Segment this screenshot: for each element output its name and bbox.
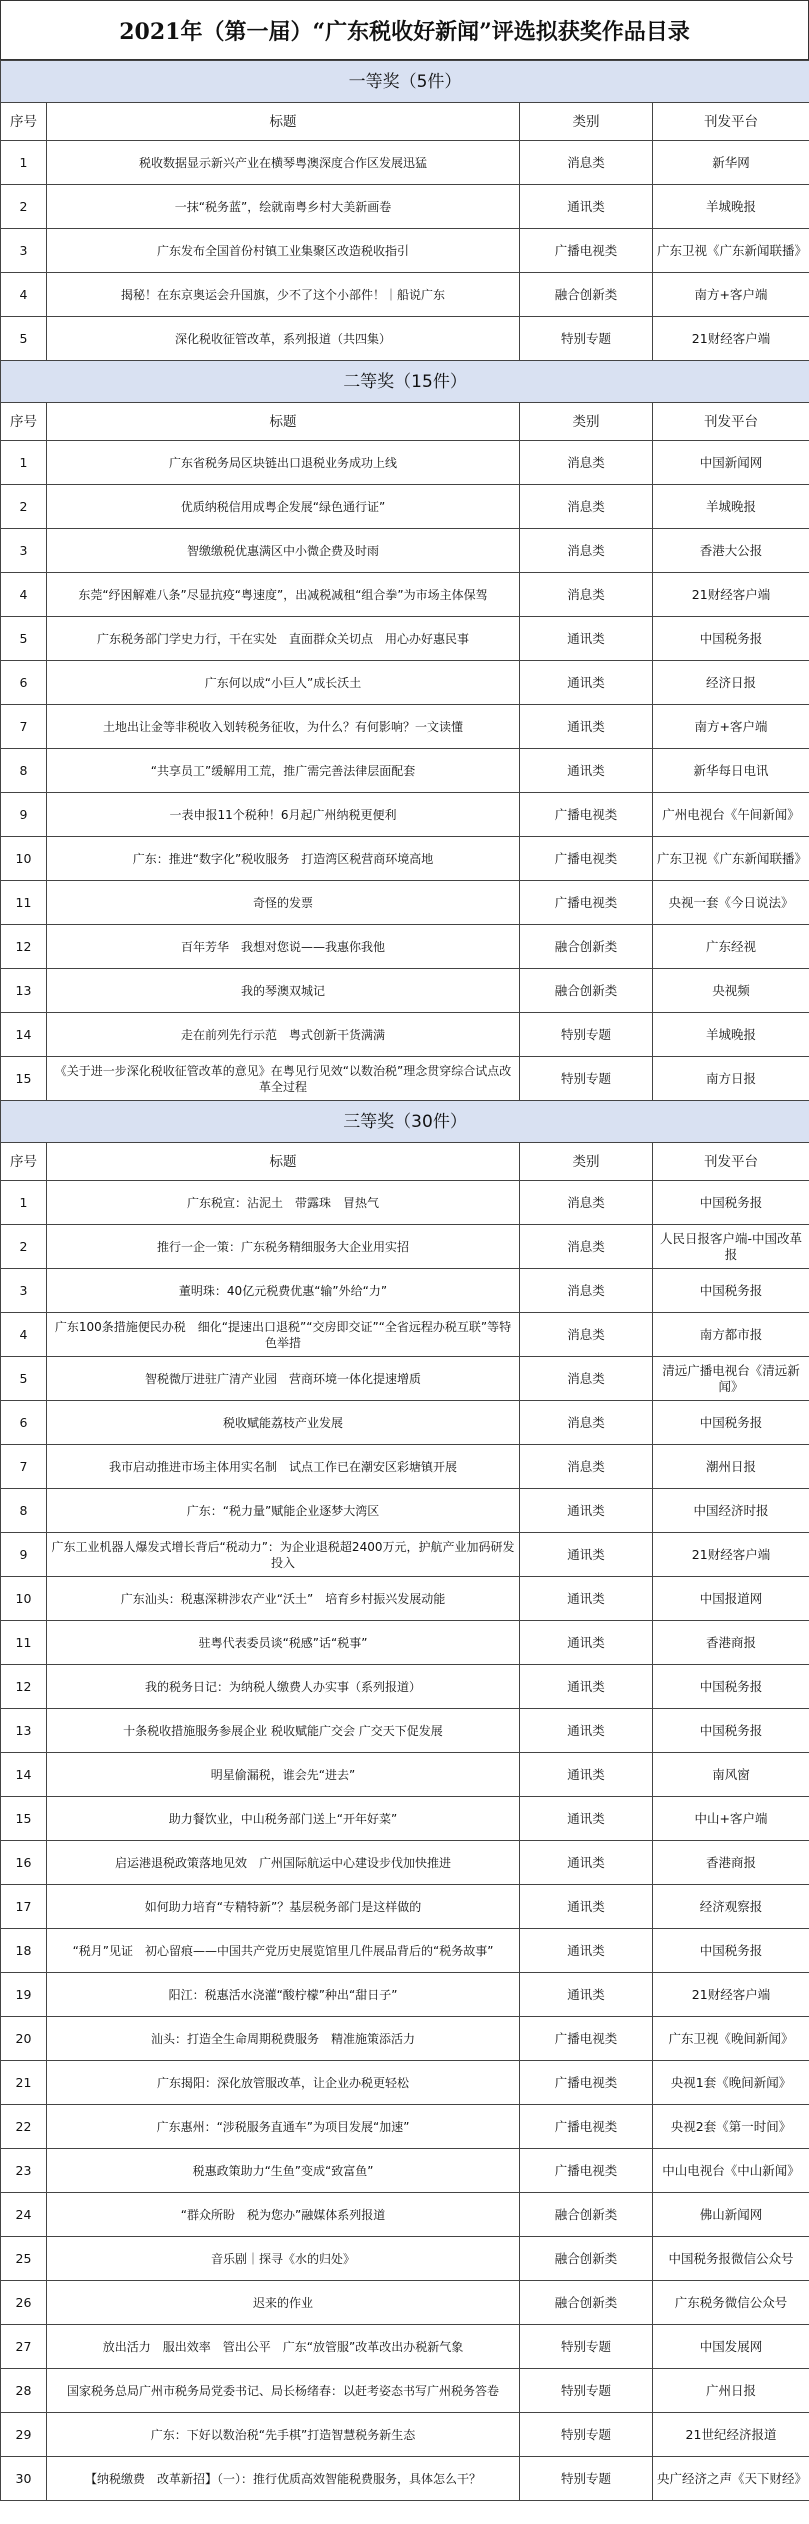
cell-title: 智税微厅进驻广清产业园 营商环境一体化提速增质 xyxy=(47,1357,520,1401)
cell-category: 消息类 xyxy=(520,441,653,485)
cell-platform: 羊城晚报 xyxy=(653,485,809,529)
cell-category: 消息类 xyxy=(520,1181,653,1225)
cell-platform: 中国经济时报 xyxy=(653,1489,809,1533)
cell-platform: 央视2套《第一时间》 xyxy=(653,2105,809,2149)
cell-platform: 经济观察报 xyxy=(653,1885,809,1929)
cell-category: 消息类 xyxy=(520,1313,653,1357)
cell-title: 明星偷漏税，谁会先“进去” xyxy=(47,1753,520,1797)
section-heading: 一等奖（5件） xyxy=(1,61,809,103)
table-row xyxy=(1,2281,809,2325)
cell-platform: 香港商报 xyxy=(653,1841,809,1885)
table-row xyxy=(1,1753,809,1797)
cell-category: 广播电视类 xyxy=(520,2149,653,2193)
cell-title: 广东100条措施便民办税 细化“提速出口退税”“交房即交证”“全省远程办税互联”等特色举措 xyxy=(47,1313,520,1357)
cell-platform: 21财经客户端 xyxy=(653,573,809,617)
cell-category: 消息类 xyxy=(520,1445,653,1489)
section-heading: 二等奖（15件） xyxy=(1,361,809,403)
cell-title: “税月”见证 初心留痕——中国共产党历史展览馆里几件展品背后的“税务故事” xyxy=(47,1929,520,1973)
cell-platform: 广东卫视《晚间新闻》 xyxy=(653,2017,809,2061)
cell-num: 4 xyxy=(1,273,47,317)
cell-category: 广播电视类 xyxy=(520,2061,653,2105)
table-row xyxy=(1,1489,809,1533)
cell-category: 通讯类 xyxy=(520,1709,653,1753)
cell-category: 通讯类 xyxy=(520,1885,653,1929)
cell-category: 通讯类 xyxy=(520,1973,653,2017)
cell-num: 3 xyxy=(1,529,47,573)
cell-category: 消息类 xyxy=(520,485,653,529)
cell-title: 税收赋能荔枝产业发展 xyxy=(47,1401,520,1445)
cell-platform: 中山电视台《中山新闻》 xyxy=(653,2149,809,2193)
table-row xyxy=(1,1225,809,1269)
column-header-row xyxy=(1,103,809,141)
cell-num: 5 xyxy=(1,617,47,661)
cell-num: 4 xyxy=(1,573,47,617)
cell-title: 我的琴澳双城记 xyxy=(47,969,520,1013)
cell-platform: 中山+客户端 xyxy=(653,1797,809,1841)
table-row xyxy=(1,1313,809,1357)
table-row xyxy=(1,1709,809,1753)
cell-category: 特别专题 xyxy=(520,2325,653,2369)
cell-platform: 央视一套《今日说法》 xyxy=(653,881,809,925)
cell-category: 融合创新类 xyxy=(520,969,653,1013)
table-row xyxy=(1,1577,809,1621)
cell-category: 广播电视类 xyxy=(520,229,653,273)
cell-category: 消息类 xyxy=(520,573,653,617)
column-header-title: 标题 xyxy=(47,103,520,141)
cell-title: 税收数据显示新兴产业在横琴粤澳深度合作区发展迅猛 xyxy=(47,141,520,185)
cell-title: 广东：下好以数治税“先手棋”打造智慧税务新生态 xyxy=(47,2413,520,2457)
cell-category: 特别专题 xyxy=(520,317,653,361)
cell-title: 广东省税务局区块链出口退税业务成功上线 xyxy=(47,441,520,485)
cell-title: 广东揭阳：深化放管服改革，让企业办税更轻松 xyxy=(47,2061,520,2105)
cell-category: 融合创新类 xyxy=(520,2237,653,2281)
cell-num: 30 xyxy=(1,2457,47,2501)
cell-platform: 央视1套《晚间新闻》 xyxy=(653,2061,809,2105)
cell-platform: 南方+客户端 xyxy=(653,273,809,317)
cell-category: 消息类 xyxy=(520,1225,653,1269)
cell-category: 消息类 xyxy=(520,141,653,185)
cell-platform: 广东卫视《广东新闻联播》 xyxy=(653,837,809,881)
cell-title: 放出活力 服出效率 管出公平 广东“放管服”改革改出办税新气象 xyxy=(47,2325,520,2369)
table-row xyxy=(1,1401,809,1445)
cell-platform: 广东卫视《广东新闻联播》 xyxy=(653,229,809,273)
table-row xyxy=(1,485,809,529)
cell-num: 6 xyxy=(1,661,47,705)
cell-num: 1 xyxy=(1,441,47,485)
cell-platform: 新华网 xyxy=(653,141,809,185)
table-row xyxy=(1,2061,809,2105)
table-row xyxy=(1,793,809,837)
cell-category: 通讯类 xyxy=(520,1929,653,1973)
cell-title: 广东税宣：沾泥土 带露珠 冒热气 xyxy=(47,1181,520,1225)
cell-category: 消息类 xyxy=(520,1401,653,1445)
cell-title: 广东：“税力量”赋能企业逐梦大湾区 xyxy=(47,1489,520,1533)
table-row xyxy=(1,529,809,573)
cell-title: 优质纳税信用成粤企发展“绿色通行证” xyxy=(47,485,520,529)
cell-platform: 中国税务报 xyxy=(653,1401,809,1445)
table-row xyxy=(1,1269,809,1313)
cell-category: 融合创新类 xyxy=(520,2193,653,2237)
cell-category: 特别专题 xyxy=(520,2413,653,2457)
cell-platform: 央广经济之声《天下财经》 xyxy=(653,2457,809,2501)
cell-platform: 南方+客户端 xyxy=(653,705,809,749)
column-header-num: 序号 xyxy=(1,403,47,441)
table-row xyxy=(1,1357,809,1401)
cell-platform: 南风窗 xyxy=(653,1753,809,1797)
cell-title: 土地出让金等非税收入划转税务征收，为什么？有何影响？一文读懂 xyxy=(47,705,520,749)
table-row xyxy=(1,1665,809,1709)
table-row xyxy=(1,1181,809,1225)
cell-title: 广东税务部门学史力行，干在实处 直面群众关切点 用心办好惠民事 xyxy=(47,617,520,661)
cell-num: 3 xyxy=(1,1269,47,1313)
cell-num: 22 xyxy=(1,2105,47,2149)
table-row xyxy=(1,1841,809,1885)
column-header-num: 序号 xyxy=(1,1143,47,1181)
cell-title: 百年芳华 我想对您说——我惠你我他 xyxy=(47,925,520,969)
cell-num: 16 xyxy=(1,1841,47,1885)
cell-platform: 新华每日电讯 xyxy=(653,749,809,793)
cell-title: 东莞“纾困解难八条”尽显抗疫“粤速度”，出减税减租“组合拳”为市场主体保驾 xyxy=(47,573,520,617)
section-header-row xyxy=(1,361,809,403)
table-row xyxy=(1,573,809,617)
section-heading: 三等奖（30件） xyxy=(1,1101,809,1143)
cell-platform: 中国税务报 xyxy=(653,1269,809,1313)
cell-title: 驻粤代表委员谈“税感”话“税事” xyxy=(47,1621,520,1665)
table-row xyxy=(1,1885,809,1929)
cell-platform: 羊城晚报 xyxy=(653,1013,809,1057)
cell-platform: 香港大公报 xyxy=(653,529,809,573)
cell-num: 5 xyxy=(1,317,47,361)
cell-title: 十条税收措施服务参展企业 税收赋能广交会 广交天下促发展 xyxy=(47,1709,520,1753)
cell-platform: 21财经客户端 xyxy=(653,317,809,361)
cell-num: 28 xyxy=(1,2369,47,2413)
cell-category: 广播电视类 xyxy=(520,2105,653,2149)
cell-platform: 经济日报 xyxy=(653,661,809,705)
cell-title: 助力餐饮业，中山税务部门送上“开年好菜” xyxy=(47,1797,520,1841)
table-row xyxy=(1,1797,809,1841)
cell-num: 11 xyxy=(1,1621,47,1665)
cell-platform: 中国税务报 xyxy=(653,1929,809,1973)
cell-num: 9 xyxy=(1,793,47,837)
cell-title: 广东何以成“小巨人”成长沃土 xyxy=(47,661,520,705)
cell-title: 广东发布全国首份村镇工业集聚区改造税收指引 xyxy=(47,229,520,273)
table-row xyxy=(1,141,809,185)
cell-category: 广播电视类 xyxy=(520,837,653,881)
cell-title: 迟来的作业 xyxy=(47,2281,520,2325)
cell-title: “群众所盼 税为您办”融媒体系列报道 xyxy=(47,2193,520,2237)
cell-category: 通讯类 xyxy=(520,1841,653,1885)
cell-num: 2 xyxy=(1,1225,47,1269)
cell-category: 消息类 xyxy=(520,1357,653,1401)
cell-num: 25 xyxy=(1,2237,47,2281)
table-row xyxy=(1,1929,809,1973)
cell-title: 智缴缴税优惠满区中小微企费及时雨 xyxy=(47,529,520,573)
section-header-row xyxy=(1,61,809,103)
cell-category: 通讯类 xyxy=(520,661,653,705)
cell-title: 董明珠：40亿元税费优惠“输”外给“力” xyxy=(47,1269,520,1313)
cell-num: 15 xyxy=(1,1797,47,1841)
table-row xyxy=(1,2149,809,2193)
cell-title: 广东惠州：“涉税服务直通车”为项目发展“加速” xyxy=(47,2105,520,2149)
column-header-row xyxy=(1,1143,809,1181)
cell-num: 1 xyxy=(1,141,47,185)
cell-num: 4 xyxy=(1,1313,47,1357)
cell-category: 广播电视类 xyxy=(520,2017,653,2061)
cell-category: 融合创新类 xyxy=(520,925,653,969)
cell-category: 特别专题 xyxy=(520,1013,653,1057)
column-header-platform: 刊发平台 xyxy=(653,1143,809,1181)
cell-title: 汕头：打造全生命周期税费服务 精准施策添活力 xyxy=(47,2017,520,2061)
cell-platform: 佛山新闻网 xyxy=(653,2193,809,2237)
cell-title: 国家税务总局广州市税务局党委书记、局长杨绪春：以赶考姿态书写广州税务答卷 xyxy=(47,2369,520,2413)
cell-num: 8 xyxy=(1,1489,47,1533)
cell-num: 17 xyxy=(1,1885,47,1929)
table-row xyxy=(1,617,809,661)
cell-num: 23 xyxy=(1,2149,47,2193)
cell-num: 18 xyxy=(1,1929,47,1973)
table-row xyxy=(1,441,809,485)
table-row xyxy=(1,661,809,705)
column-header-row xyxy=(1,403,809,441)
cell-title: 《关于进一步深化税收征管改革的意见》在粤见行见效“以数治税”理念贯穿综合试点改革全过程 xyxy=(47,1057,520,1101)
table-row xyxy=(1,1533,809,1577)
cell-num: 10 xyxy=(1,837,47,881)
cell-num: 8 xyxy=(1,749,47,793)
cell-num: 12 xyxy=(1,925,47,969)
cell-category: 融合创新类 xyxy=(520,273,653,317)
column-header-title: 标题 xyxy=(47,403,520,441)
table-row xyxy=(1,317,809,361)
cell-category: 广播电视类 xyxy=(520,793,653,837)
cell-num: 9 xyxy=(1,1533,47,1577)
cell-category: 通讯类 xyxy=(520,1753,653,1797)
cell-num: 13 xyxy=(1,1709,47,1753)
cell-title: 音乐剧｜探寻《水的归处》 xyxy=(47,2237,520,2281)
cell-platform: 南方日报 xyxy=(653,1057,809,1101)
cell-category: 特别专题 xyxy=(520,2369,653,2413)
cell-num: 2 xyxy=(1,185,47,229)
cell-num: 10 xyxy=(1,1577,47,1621)
cell-platform: 中国新闻网 xyxy=(653,441,809,485)
table-row xyxy=(1,273,809,317)
table-row xyxy=(1,185,809,229)
cell-category: 通讯类 xyxy=(520,617,653,661)
table-row xyxy=(1,2413,809,2457)
cell-title: 【纳税缴费 改革新招】（一）：推行优质高效智能税费服务，具体怎么干？ xyxy=(47,2457,520,2501)
column-header-platform: 刊发平台 xyxy=(653,103,809,141)
cell-platform: 中国税务报 xyxy=(653,1181,809,1225)
cell-category: 通讯类 xyxy=(520,749,653,793)
cell-category: 消息类 xyxy=(520,1269,653,1313)
cell-num: 5 xyxy=(1,1357,47,1401)
cell-title: 税惠政策助力“生鱼”变成“致富鱼” xyxy=(47,2149,520,2193)
cell-num: 1 xyxy=(1,1181,47,1225)
cell-title: 奇怪的发票 xyxy=(47,881,520,925)
cell-category: 通讯类 xyxy=(520,1665,653,1709)
table-row xyxy=(1,925,809,969)
cell-category: 广播电视类 xyxy=(520,881,653,925)
table-row xyxy=(1,2325,809,2369)
cell-platform: 人民日报客户端-中国改革报 xyxy=(653,1225,809,1269)
table-row xyxy=(1,2457,809,2501)
cell-platform: 21财经客户端 xyxy=(653,1973,809,2017)
cell-title: 推行一企一策：广东税务精细服务大企业用实招 xyxy=(47,1225,520,1269)
cell-title: 一抹“税务蓝”，绘就南粤乡村大美新画卷 xyxy=(47,185,520,229)
cell-category: 通讯类 xyxy=(520,1489,653,1533)
column-header-title: 标题 xyxy=(47,1143,520,1181)
table-row xyxy=(1,1057,809,1101)
cell-num: 7 xyxy=(1,705,47,749)
cell-platform: 羊城晚报 xyxy=(653,185,809,229)
cell-num: 6 xyxy=(1,1401,47,1445)
cell-platform: 广东经视 xyxy=(653,925,809,969)
table-row xyxy=(1,881,809,925)
cell-title: 广东：推进“数字化”税收服务 打造湾区税营商环境高地 xyxy=(47,837,520,881)
table-row xyxy=(1,969,809,1013)
cell-num: 24 xyxy=(1,2193,47,2237)
cell-platform: 中国税务报微信公众号 xyxy=(653,2237,809,2281)
cell-category: 通讯类 xyxy=(520,1577,653,1621)
cell-platform: 21世纪经济报道 xyxy=(653,2413,809,2457)
table-row xyxy=(1,1621,809,1665)
cell-num: 11 xyxy=(1,881,47,925)
cell-title: 启运港退税政策落地见效 广州国际航运中心建设步伐加快推进 xyxy=(47,1841,520,1885)
cell-num: 13 xyxy=(1,969,47,1013)
cell-title: 我市启动推进市场主体用实名制 试点工作已在潮安区彩塘镇开展 xyxy=(47,1445,520,1489)
column-header-category: 类别 xyxy=(520,1143,653,1181)
cell-title: 广东工业机器人爆发式增长背后“税动力”：为企业退税超2400万元，护航产业加码研发投入 xyxy=(47,1533,520,1577)
cell-platform: 中国税务报 xyxy=(653,1709,809,1753)
cell-platform: 中国税务报 xyxy=(653,617,809,661)
cell-num: 3 xyxy=(1,229,47,273)
section-header-row xyxy=(1,1101,809,1143)
cell-platform: 中国报道网 xyxy=(653,1577,809,1621)
cell-platform: 央视频 xyxy=(653,969,809,1013)
column-header-num: 序号 xyxy=(1,103,47,141)
cell-num: 14 xyxy=(1,1753,47,1797)
table-row xyxy=(1,2369,809,2413)
table-row xyxy=(1,2193,809,2237)
cell-num: 7 xyxy=(1,1445,47,1489)
cell-num: 12 xyxy=(1,1665,47,1709)
cell-platform: 潮州日报 xyxy=(653,1445,809,1489)
cell-platform: 中国发展网 xyxy=(653,2325,809,2369)
table-row xyxy=(1,229,809,273)
table-row xyxy=(1,1445,809,1489)
table-row xyxy=(1,2105,809,2149)
cell-title: 我的税务日记：为纳税人缴费人办实事（系列报道） xyxy=(47,1665,520,1709)
cell-title: 一表申报11个税种！6月起广州纳税更便利 xyxy=(47,793,520,837)
column-header-category: 类别 xyxy=(520,103,653,141)
document-title: 2021年（第一届）“广东税收好新闻”评选拟获奖作品目录 xyxy=(0,0,809,60)
cell-title: 深化税收征管改革，系列报道（共四集） xyxy=(47,317,520,361)
cell-category: 融合创新类 xyxy=(520,2281,653,2325)
cell-title: 阳江：税惠活水浇灌“酸柠檬”种出“甜日子” xyxy=(47,1973,520,2017)
cell-num: 21 xyxy=(1,2061,47,2105)
cell-num: 20 xyxy=(1,2017,47,2061)
cell-num: 29 xyxy=(1,2413,47,2457)
table-row xyxy=(1,2017,809,2061)
cell-category: 通讯类 xyxy=(520,185,653,229)
award-table xyxy=(0,60,809,2501)
cell-category: 通讯类 xyxy=(520,1621,653,1665)
cell-title: 揭秘！在东京奥运会升国旗，少不了这个小部件！｜船说广东 xyxy=(47,273,520,317)
column-header-category: 类别 xyxy=(520,403,653,441)
cell-platform: 广州电视台《午间新闻》 xyxy=(653,793,809,837)
cell-category: 通讯类 xyxy=(520,705,653,749)
table-row xyxy=(1,837,809,881)
cell-num: 14 xyxy=(1,1013,47,1057)
table-row xyxy=(1,705,809,749)
cell-title: “共享员工”缓解用工荒，推广需完善法律层面配套 xyxy=(47,749,520,793)
cell-category: 消息类 xyxy=(520,529,653,573)
cell-num: 15 xyxy=(1,1057,47,1101)
table-row xyxy=(1,749,809,793)
cell-num: 26 xyxy=(1,2281,47,2325)
cell-platform: 中国税务报 xyxy=(653,1665,809,1709)
cell-title: 走在前列先行示范 粤式创新干货满满 xyxy=(47,1013,520,1057)
cell-category: 通讯类 xyxy=(520,1533,653,1577)
column-header-platform: 刊发平台 xyxy=(653,403,809,441)
cell-platform: 广州日报 xyxy=(653,2369,809,2413)
cell-category: 特别专题 xyxy=(520,1057,653,1101)
cell-platform: 南方都市报 xyxy=(653,1313,809,1357)
cell-title: 广东汕头：税惠深耕涉农产业“沃土” 培育乡村振兴发展动能 xyxy=(47,1577,520,1621)
table-row xyxy=(1,2237,809,2281)
cell-platform: 广东税务微信公众号 xyxy=(653,2281,809,2325)
cell-num: 27 xyxy=(1,2325,47,2369)
table-row xyxy=(1,1973,809,2017)
cell-num: 19 xyxy=(1,1973,47,2017)
cell-category: 特别专题 xyxy=(520,2457,653,2501)
table-row xyxy=(1,1013,809,1057)
cell-num: 2 xyxy=(1,485,47,529)
cell-platform: 清远广播电视台《清远新闻》 xyxy=(653,1357,809,1401)
cell-category: 通讯类 xyxy=(520,1797,653,1841)
cell-title: 如何助力培育“专精特新”？基层税务部门是这样做的 xyxy=(47,1885,520,1929)
cell-platform: 21财经客户端 xyxy=(653,1533,809,1577)
cell-platform: 香港商报 xyxy=(653,1621,809,1665)
